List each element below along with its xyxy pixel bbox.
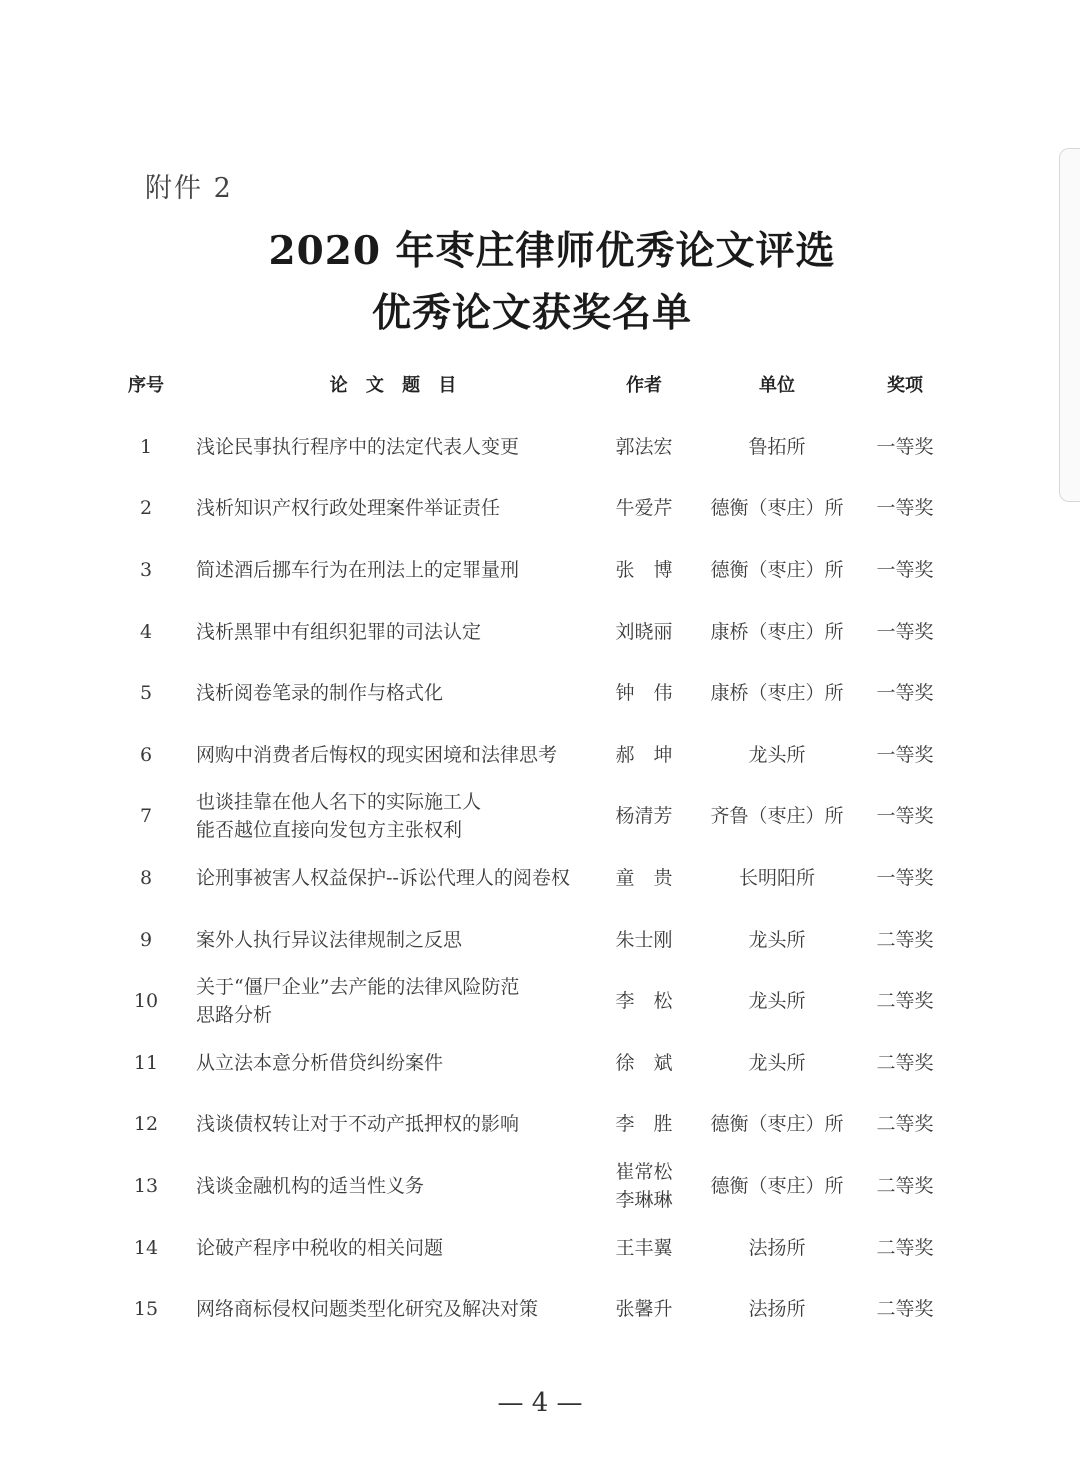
row-award: 二等奖 <box>876 990 934 1013</box>
page-title-line-1: 2020 年枣庄律师优秀论文评选 <box>268 228 836 274</box>
row-author: 徐 斌 <box>615 1051 673 1074</box>
row-award: 二等奖 <box>876 1113 934 1136</box>
table-row <box>0 1155 1080 1217</box>
row-title: 简述酒后挪车行为在刑法上的定罪量刑 <box>196 558 520 581</box>
row-title: 关于“僵尸企业”去产能的法律风险防范 思路分析 <box>196 976 520 1027</box>
row-author: 朱士刚 <box>615 928 673 951</box>
row-award: 一等奖 <box>876 805 934 828</box>
header-num: 序号 <box>128 375 164 396</box>
row-award: 一等奖 <box>876 743 934 766</box>
header-author: 作者 <box>626 375 662 396</box>
award-table <box>0 356 1080 1340</box>
attachment-label: 附件 2 <box>145 173 233 204</box>
table-row <box>0 662 1080 724</box>
row-unit: 龙头所 <box>748 1051 806 1074</box>
row-award: 二等奖 <box>876 1051 934 1074</box>
row-num: 14 <box>133 1236 159 1259</box>
row-award: 二等奖 <box>876 1298 934 1321</box>
row-num: 3 <box>139 558 153 581</box>
row-author: 刘晓丽 <box>615 620 673 643</box>
row-num: 10 <box>133 990 159 1013</box>
row-author: 童 贵 <box>615 866 673 889</box>
row-num: 11 <box>133 1051 159 1074</box>
row-author: 李 松 <box>615 990 673 1013</box>
row-num: 1 <box>139 435 153 458</box>
row-title: 浅论民事执行程序中的法定代表人变更 <box>196 435 520 458</box>
row-author: 郝 坤 <box>615 743 673 766</box>
row-award: 一等奖 <box>876 620 934 643</box>
row-title: 浅析知识产权行政处理案件举证责任 <box>196 497 501 520</box>
row-unit: 齐鲁（枣庄）所 <box>710 805 844 828</box>
table-row <box>0 539 1080 601</box>
row-title: 网购中消费者后悔权的现实困境和法律思考 <box>196 743 558 766</box>
row-num: 13 <box>133 1174 159 1197</box>
row-author: 郭法宏 <box>615 435 673 458</box>
row-unit: 德衡（枣庄）所 <box>710 1113 844 1136</box>
table-row <box>0 601 1080 663</box>
row-title: 浅谈债权转让对于不动产抵押权的影响 <box>196 1113 520 1136</box>
row-unit: 德衡（枣庄）所 <box>710 1174 844 1197</box>
row-author: 张馨升 <box>615 1298 673 1321</box>
table-header-row <box>0 356 1080 416</box>
row-title: 浅析阅卷笔录的制作与格式化 <box>196 682 444 705</box>
row-num: 15 <box>133 1298 159 1321</box>
header-award: 奖项 <box>887 375 923 396</box>
table-row <box>0 1217 1080 1279</box>
table-row <box>0 909 1080 971</box>
header-title: 论 文 题 目 <box>329 375 463 396</box>
row-award: 一等奖 <box>876 558 934 581</box>
side-scroll-tab[interactable] <box>1059 148 1080 502</box>
row-unit: 法扬所 <box>748 1236 806 1259</box>
row-unit: 德衡（枣庄）所 <box>710 497 844 520</box>
row-award: 二等奖 <box>876 1236 934 1259</box>
row-author: 崔常松 李琳琳 <box>615 1160 673 1211</box>
row-award: 一等奖 <box>876 866 934 889</box>
row-num: 4 <box>139 620 153 643</box>
table-body <box>0 416 1080 1340</box>
row-num: 7 <box>139 805 153 828</box>
row-num: 2 <box>139 497 153 520</box>
table-row <box>0 724 1080 786</box>
row-award: 二等奖 <box>876 1174 934 1197</box>
row-num: 6 <box>139 743 153 766</box>
row-num: 9 <box>139 928 153 951</box>
header-unit: 单位 <box>759 375 795 396</box>
row-author: 王丰翼 <box>615 1236 673 1259</box>
row-unit: 鲁拓所 <box>748 435 806 458</box>
row-author: 钟 伟 <box>615 682 673 705</box>
row-unit: 长明阳所 <box>738 866 815 889</box>
row-award: 一等奖 <box>876 435 934 458</box>
row-author: 牛爱芹 <box>615 497 673 520</box>
row-num: 8 <box>139 866 153 889</box>
row-award: 一等奖 <box>876 497 934 520</box>
row-title: 案外人执行异议法律规制之反思 <box>196 928 463 951</box>
row-unit: 法扬所 <box>748 1298 806 1321</box>
table-row <box>0 970 1080 1032</box>
page-number: — 4 — <box>497 1388 583 1418</box>
row-unit: 康桥（枣庄）所 <box>710 682 844 705</box>
row-unit: 龙头所 <box>748 990 806 1013</box>
row-unit: 龙头所 <box>748 928 806 951</box>
row-award: 一等奖 <box>876 682 934 705</box>
row-award: 二等奖 <box>876 928 934 951</box>
row-author: 李 胜 <box>615 1113 673 1136</box>
table-row <box>0 847 1080 909</box>
table-row <box>0 1094 1080 1156</box>
table-row <box>0 1032 1080 1094</box>
row-title: 论破产程序中税收的相关问题 <box>196 1236 444 1259</box>
table-row <box>0 416 1080 478</box>
row-unit: 龙头所 <box>748 743 806 766</box>
row-title: 浅析黑罪中有组织犯罪的司法认定 <box>196 620 482 643</box>
row-num: 5 <box>139 682 153 705</box>
table-row <box>0 786 1080 848</box>
page-title-line-2: 优秀论文获奖名单 <box>371 290 692 336</box>
row-title: 网络商标侵权问题类型化研究及解决对策 <box>196 1298 539 1321</box>
row-title: 浅谈金融机构的适当性义务 <box>196 1174 425 1197</box>
table-row <box>0 478 1080 540</box>
row-title: 也谈挂靠在他人名下的实际施工人 能否越位直接向发包方主张权利 <box>196 791 482 842</box>
row-author: 杨清芳 <box>615 805 673 828</box>
row-author: 张 博 <box>615 558 673 581</box>
table-row <box>0 1278 1080 1340</box>
row-unit: 德衡（枣庄）所 <box>710 558 844 581</box>
row-num: 12 <box>133 1113 159 1136</box>
row-unit: 康桥（枣庄）所 <box>710 620 844 643</box>
row-title: 从立法本意分析借贷纠纷案件 <box>196 1051 444 1074</box>
row-title: 论刑事被害人权益保护--诉讼代理人的阅卷权 <box>196 866 570 889</box>
